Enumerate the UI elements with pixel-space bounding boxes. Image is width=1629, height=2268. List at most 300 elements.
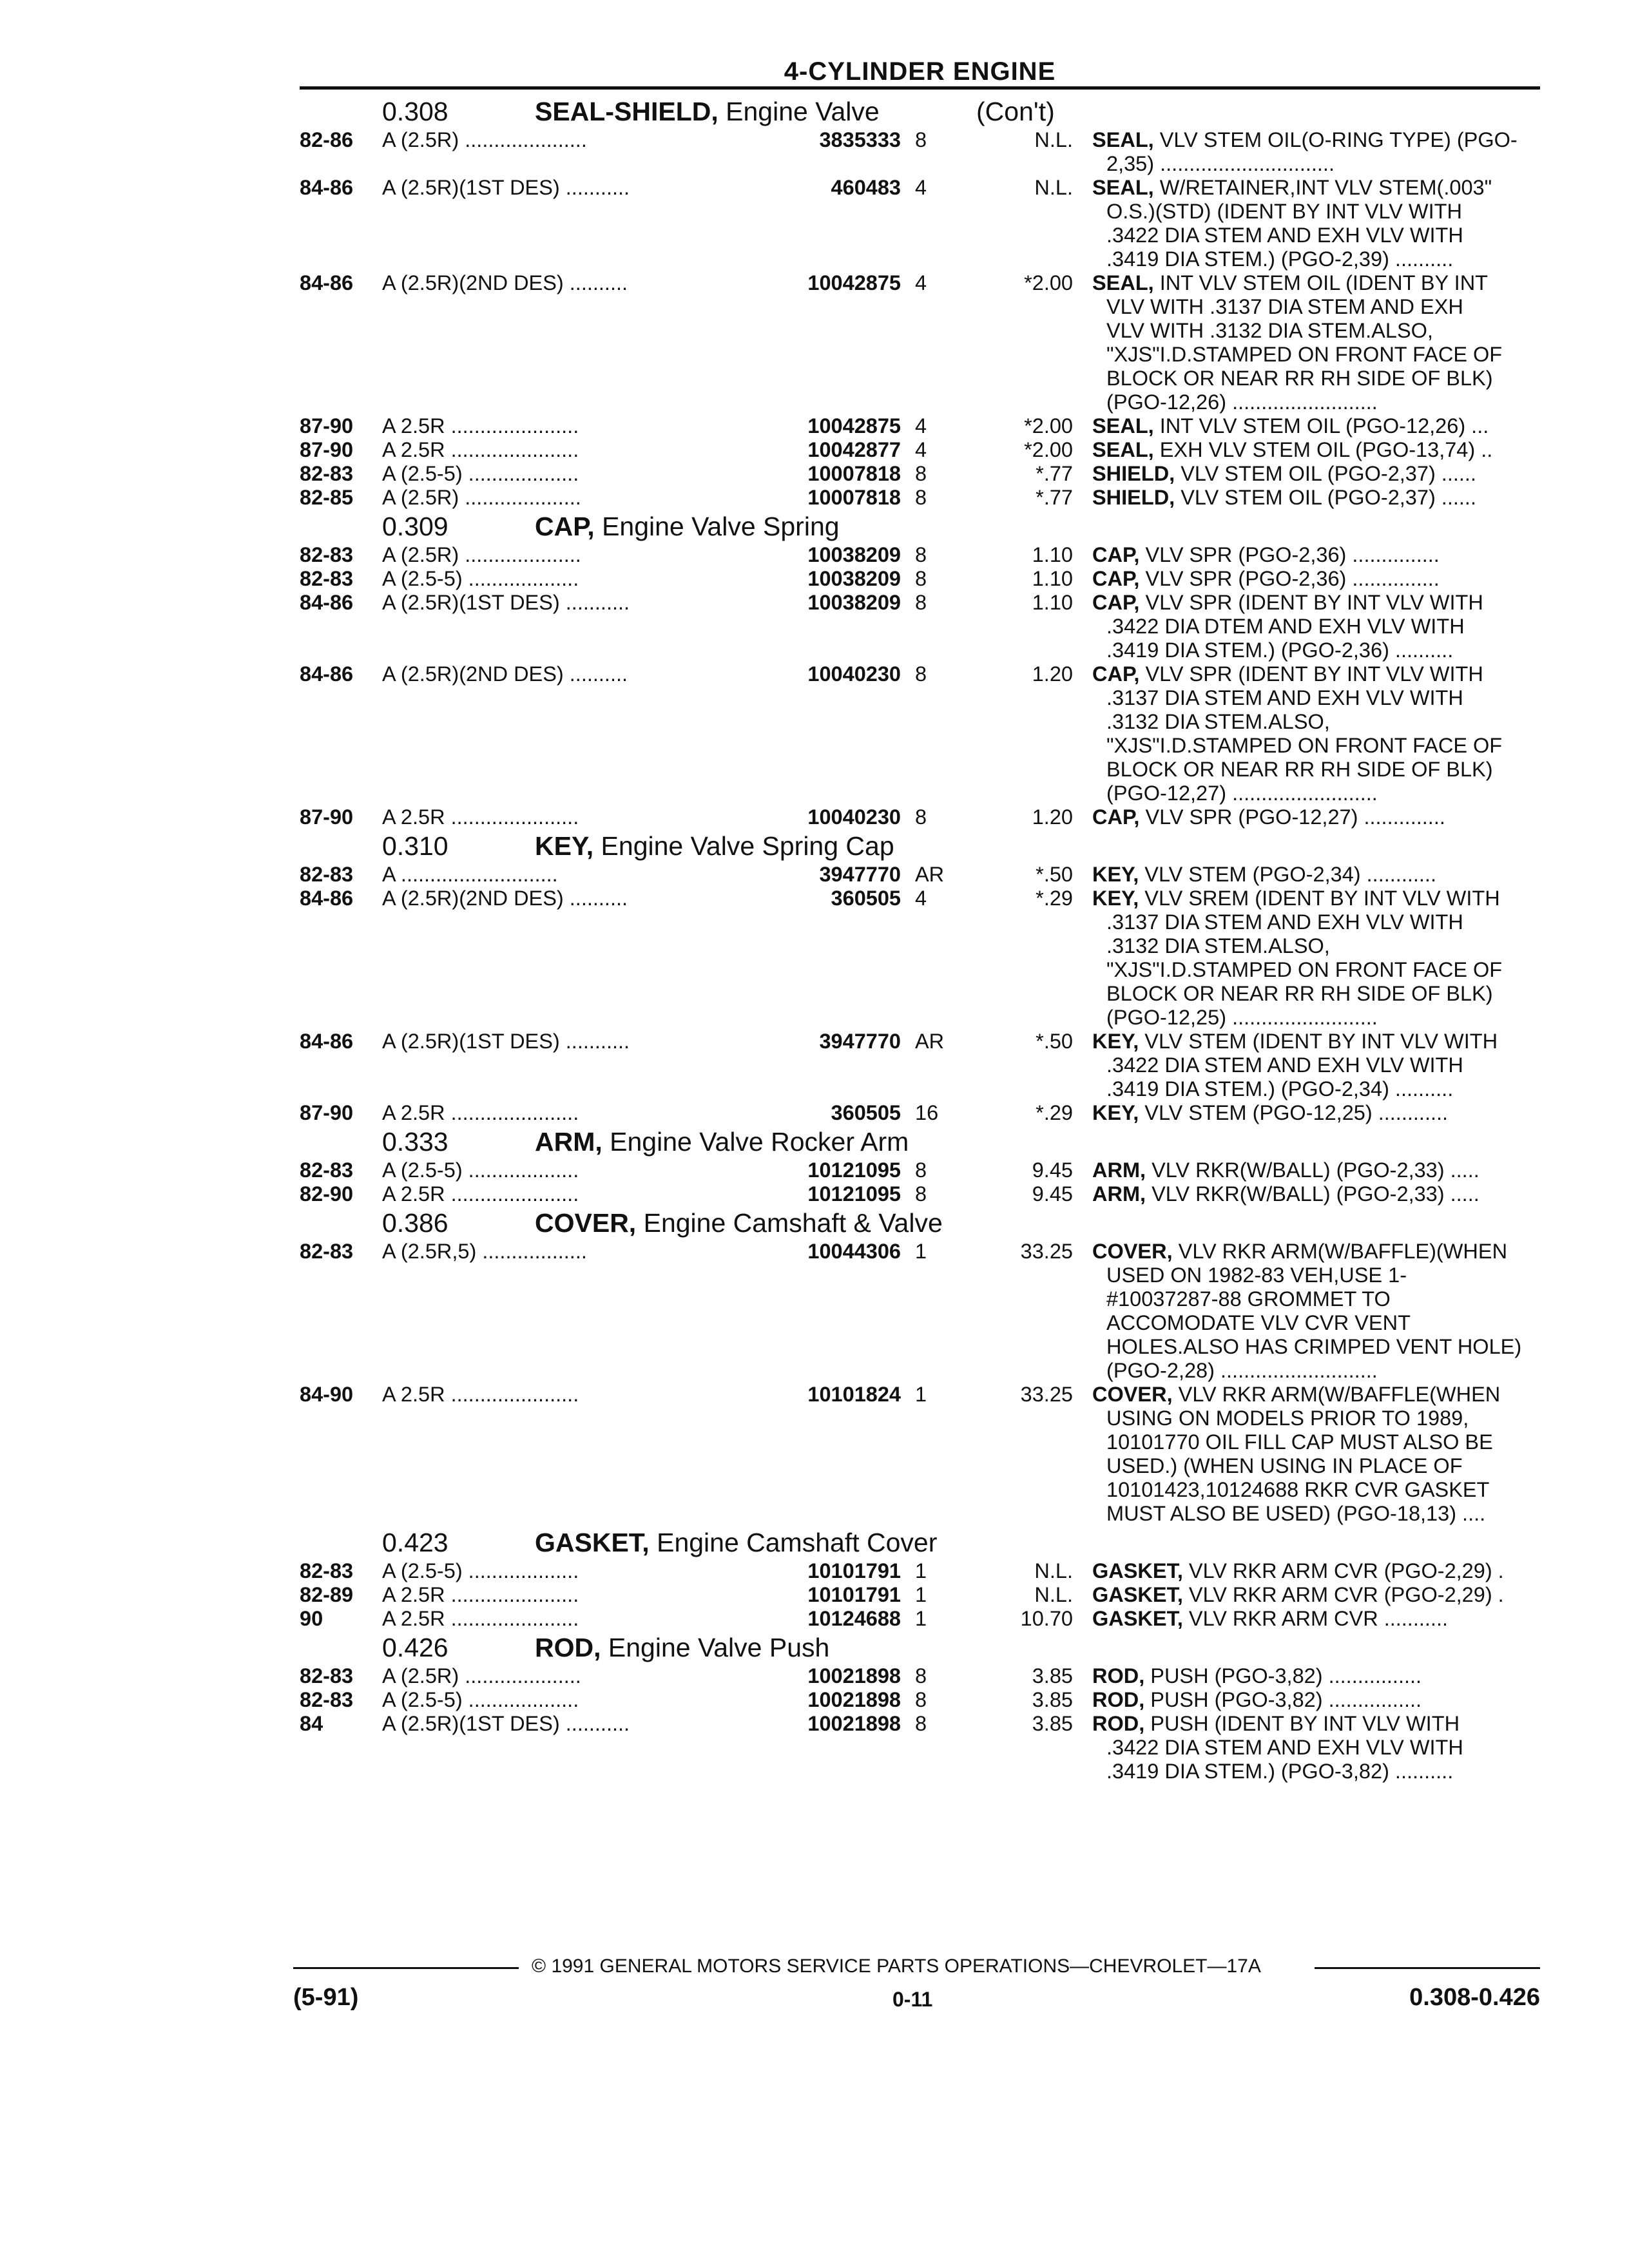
year-range: 84-86	[300, 176, 354, 199]
part-number: 10021898	[807, 1688, 901, 1711]
section-code: 0.386	[382, 1208, 448, 1238]
part-description	[1092, 887, 1540, 1030]
description-text: EXH VLV STEM OIL (PGO-13,74) ..	[1153, 438, 1493, 461]
description-text: .3419 DIA STEM.) (PGO-3,82) ..........	[1106, 1760, 1454, 1783]
price: *.29	[1036, 887, 1073, 910]
footer-rule-left	[293, 1967, 519, 1969]
price: 1.10	[1032, 543, 1073, 566]
price: *.29	[1036, 1101, 1073, 1124]
description-text: VLV WITH .3137 DIA STEM AND EXH	[1106, 295, 1463, 318]
description-line	[1092, 414, 1540, 438]
price: *.50	[1036, 863, 1073, 886]
description-text: (PGO-12,27) .........................	[1106, 782, 1378, 805]
description-line	[1092, 1359, 1540, 1383]
description-line	[1092, 1335, 1540, 1359]
parts-row	[300, 1240, 1540, 1383]
description-keyword: CAP,	[1092, 662, 1140, 686]
year-range: 84	[300, 1712, 323, 1735]
description-text: HOLES.ALSO HAS CRIMPED VENT HOLE)	[1106, 1335, 1522, 1358]
description-keyword: KEY,	[1092, 1101, 1139, 1124]
description-line	[1092, 367, 1540, 390]
year-range: 87-90	[300, 1101, 354, 1124]
year-range: 82-83	[300, 863, 354, 886]
part-number: 10121095	[807, 1182, 901, 1206]
description-line	[1092, 128, 1540, 152]
description-text: VLV RKR ARM CVR (PGO-2,29) .	[1182, 1583, 1504, 1606]
description-line	[1092, 1182, 1540, 1206]
description-line	[1092, 1383, 1540, 1407]
parts-row	[300, 1182, 1540, 1206]
part-description	[1092, 1583, 1540, 1607]
parts-catalog-page	[300, 57, 1540, 1783]
price: 33.25	[1020, 1240, 1073, 1263]
parts-row	[300, 1688, 1540, 1712]
page-header: 4-CYLINDER ENGINE	[784, 57, 1056, 86]
description-text: VLV RKR ARM CVR (PGO-2,29) .	[1182, 1559, 1504, 1582]
description-keyword: KEY,	[1092, 1030, 1139, 1053]
section-title-keyword: GASKET,	[535, 1528, 650, 1557]
year-range: 82-83	[300, 1559, 354, 1582]
model-spec: A (2.5R)(1ST DES) ...........	[382, 176, 630, 199]
section-heading	[300, 95, 1540, 128]
parts-row	[300, 1030, 1540, 1101]
description-text: MUST ALSO BE USED) (PGO-18,13) ....	[1106, 1502, 1486, 1525]
description-text: #10037287-88 GROMMET TO	[1106, 1287, 1391, 1311]
quantity: 8	[915, 805, 927, 829]
part-description	[1092, 438, 1540, 462]
part-description	[1092, 1240, 1540, 1383]
price: 3.85	[1032, 1688, 1073, 1711]
description-keyword: SEAL,	[1092, 271, 1154, 294]
description-text: "XJS"I.D.STAMPED ON FRONT FACE OF	[1106, 343, 1503, 366]
description-line	[1092, 224, 1540, 247]
description-text: BLOCK OR NEAR RR RH SIDE OF BLK)	[1106, 367, 1493, 390]
parts-row	[300, 1664, 1540, 1688]
description-text: PUSH (IDENT BY INT VLV WITH	[1144, 1712, 1460, 1735]
description-line	[1092, 1478, 1540, 1502]
description-line	[1092, 247, 1540, 271]
description-text: W/RETAINER,INT VLV STEM(.003"	[1153, 176, 1492, 199]
parts-row	[300, 1559, 1540, 1583]
description-line	[1092, 1454, 1540, 1478]
model-spec: A 2.5R ......................	[382, 414, 579, 437]
section-code: 0.426	[382, 1633, 448, 1662]
description-text: "XJS"I.D.STAMPED ON FRONT FACE OF	[1106, 958, 1503, 981]
section-title-keyword: COVER,	[535, 1208, 637, 1238]
footer-date: (5-91)	[293, 1984, 359, 2011]
parts-row	[300, 662, 1540, 805]
description-line	[1092, 343, 1540, 367]
part-number: 10038209	[807, 591, 901, 614]
price: 3.85	[1032, 1664, 1073, 1687]
part-description	[1092, 567, 1540, 591]
quantity: 1	[915, 1559, 927, 1582]
footer-page-number: 0-11	[892, 1988, 933, 2011]
description-keyword: GASKET,	[1092, 1559, 1183, 1582]
description-keyword: ROD,	[1092, 1712, 1145, 1735]
description-line	[1092, 662, 1540, 686]
section-title	[535, 95, 880, 128]
model-spec: A 2.5R ......................	[382, 1583, 579, 1606]
section-title-rest: Engine Valve Spring	[594, 512, 840, 541]
model-spec: A 2.5R ......................	[382, 1101, 579, 1124]
footer-section-range: 0.308-0.426	[1409, 1984, 1540, 2011]
description-line	[1092, 958, 1540, 982]
model-spec: A (2.5-5) ...................	[382, 1158, 579, 1182]
price: *2.00	[1024, 271, 1073, 294]
section-title-keyword: ROD,	[535, 1633, 601, 1662]
part-number: 10040230	[807, 662, 901, 686]
section-title	[535, 510, 840, 543]
description-line	[1092, 1607, 1540, 1631]
description-text: .3137 DIA STEM AND EXH VLV WITH	[1106, 686, 1463, 709]
part-number: 10007818	[807, 486, 901, 509]
description-keyword: CAP,	[1092, 543, 1140, 566]
part-number: 360505	[831, 887, 901, 910]
description-text: VLV RKR(W/BALL) (PGO-2,33) .....	[1146, 1182, 1480, 1206]
description-text: ACCOMODATE VLV CVR VENT	[1106, 1311, 1411, 1334]
part-number: 3947770	[819, 863, 901, 886]
description-text: .3422 DIA DTEM AND EXH VLV WITH	[1106, 615, 1465, 638]
parts-row	[300, 271, 1540, 414]
parts-row	[300, 486, 1540, 510]
year-range: 82-83	[300, 543, 354, 566]
description-text: VLV WITH .3132 DIA STEM.ALSO,	[1106, 319, 1433, 342]
description-line	[1092, 295, 1540, 319]
description-line	[1092, 805, 1540, 829]
year-range: 82-89	[300, 1583, 354, 1606]
part-number: 10042875	[807, 271, 901, 294]
header-rule	[300, 86, 1540, 90]
footer-copyright: © 1991 GENERAL MOTORS SERVICE PARTS OPERATIONS—CHEVROLET—17A	[532, 1956, 1261, 1977]
section-title-keyword: CAP,	[535, 512, 595, 541]
part-number: 10101791	[807, 1559, 901, 1582]
description-keyword: SHIELD,	[1092, 462, 1175, 485]
quantity: 1	[915, 1383, 927, 1406]
description-keyword: GASKET,	[1092, 1607, 1183, 1630]
part-description	[1092, 1688, 1540, 1712]
description-text: VLV RKR ARM(W/BAFFLE(WHEN	[1172, 1383, 1501, 1406]
parts-row	[300, 414, 1540, 438]
model-spec: A 2.5R ......................	[382, 438, 579, 461]
section-heading	[300, 1526, 1540, 1559]
description-line	[1092, 1264, 1540, 1287]
parts-row	[300, 1607, 1540, 1631]
description-line	[1092, 639, 1540, 662]
description-text: 10101423,10124688 RKR CVR GASKET	[1106, 1478, 1490, 1501]
quantity: 8	[915, 1158, 927, 1182]
description-text: (PGO-2,28) ...........................	[1106, 1359, 1378, 1382]
description-line	[1092, 543, 1540, 567]
part-description	[1092, 462, 1540, 486]
part-description	[1092, 1030, 1540, 1101]
section-title-keyword: SEAL-SHIELD,	[535, 97, 718, 126]
section-title-rest: Engine Valve Rocker Arm	[602, 1127, 909, 1157]
part-description	[1092, 863, 1540, 887]
section-title-rest: Engine Valve	[718, 97, 880, 126]
description-line	[1092, 982, 1540, 1006]
year-range: 84-86	[300, 887, 354, 910]
section-title	[535, 829, 894, 863]
description-line	[1092, 615, 1540, 639]
description-keyword: SEAL,	[1092, 438, 1154, 461]
description-line	[1092, 319, 1540, 343]
model-spec: A (2.5R) .....................	[382, 128, 587, 151]
parts-row	[300, 176, 1540, 271]
description-text: .3132 DIA STEM.ALSO,	[1106, 934, 1330, 957]
description-text: VLV SPR (PGO-2,36) ...............	[1139, 543, 1440, 566]
description-text: USED.) (WHEN USING IN PLACE OF	[1106, 1454, 1463, 1477]
description-keyword: COVER,	[1092, 1383, 1173, 1406]
model-spec: A (2.5R) ....................	[382, 543, 581, 566]
description-text: PUSH (PGO-3,82) ................	[1144, 1688, 1422, 1711]
price: *2.00	[1024, 438, 1073, 461]
part-description	[1092, 128, 1540, 176]
description-text: VLV STEM (PGO-2,34) ............	[1139, 863, 1436, 886]
quantity: 8	[915, 567, 927, 590]
part-number: 10042877	[807, 438, 901, 461]
description-line	[1092, 1502, 1540, 1526]
part-description	[1092, 1712, 1540, 1783]
quantity: 8	[915, 486, 927, 509]
description-text: USING ON MODELS PRIOR TO 1989,	[1106, 1407, 1469, 1430]
price: N.L.	[1034, 1583, 1073, 1606]
year-range: 82-83	[300, 1688, 354, 1711]
year-range: 84-86	[300, 271, 354, 294]
description-keyword: SEAL,	[1092, 176, 1154, 199]
description-line	[1092, 1664, 1540, 1688]
description-text: .3419 DIA STEM.) (PGO-2,39) ..........	[1106, 247, 1454, 271]
model-spec: A (2.5-5) ...................	[382, 1559, 579, 1582]
price: 1.10	[1032, 591, 1073, 614]
model-spec: A (2.5R)(2ND DES) ..........	[382, 271, 628, 294]
section-heading	[300, 1125, 1540, 1158]
description-line	[1092, 176, 1540, 200]
quantity: 8	[915, 462, 927, 485]
description-text: VLV SPR (IDENT BY INT VLV WITH	[1139, 591, 1483, 614]
section-code: 0.333	[382, 1127, 448, 1157]
description-text: INT VLV STEM OIL (PGO-12,26) ...	[1153, 414, 1489, 437]
description-line	[1092, 591, 1540, 615]
part-number: 360505	[831, 1101, 901, 1124]
model-spec: A (2.5R)(2ND DES) ..........	[382, 662, 628, 686]
section-continued: (Con't)	[976, 97, 1055, 126]
section-title	[535, 1631, 829, 1664]
parts-row	[300, 543, 1540, 567]
section-title-rest: Engine Camshaft Cover	[649, 1528, 938, 1557]
quantity: 1	[915, 1607, 927, 1630]
model-spec: A ...........................	[382, 863, 558, 886]
part-description	[1092, 1559, 1540, 1583]
quantity: 4	[915, 438, 927, 461]
description-line	[1092, 1240, 1540, 1264]
description-text: .3422 DIA STEM AND EXH VLV WITH	[1106, 1053, 1463, 1077]
description-line	[1092, 1006, 1540, 1030]
year-range: 84-86	[300, 662, 354, 686]
part-number: 10040230	[807, 805, 901, 829]
description-text: O.S.)(STD) (IDENT BY INT VLV WITH	[1106, 200, 1462, 223]
price: 1.10	[1032, 567, 1073, 590]
model-spec: A (2.5R) ....................	[382, 486, 581, 509]
description-keyword: SEAL,	[1092, 414, 1154, 437]
part-number: 3835333	[819, 128, 901, 151]
year-range: 82-86	[300, 128, 354, 151]
description-line	[1092, 1430, 1540, 1454]
price: N.L.	[1034, 128, 1073, 151]
part-description	[1092, 805, 1540, 829]
description-line	[1092, 1030, 1540, 1053]
quantity: 8	[915, 1664, 927, 1687]
description-line	[1092, 758, 1540, 782]
description-text: .3422 DIA STEM AND EXH VLV WITH	[1106, 1736, 1463, 1759]
description-text: VLV RKR(W/BALL) (PGO-2,33) .....	[1146, 1158, 1480, 1182]
parts-row	[300, 128, 1540, 176]
description-text: 10101770 OIL FILL CAP MUST ALSO BE	[1106, 1430, 1493, 1454]
description-line	[1092, 887, 1540, 910]
description-line	[1092, 934, 1540, 958]
quantity: 16	[915, 1101, 939, 1124]
description-text: VLV STEM OIL (PGO-2,37) ......	[1175, 486, 1476, 509]
price: 1.20	[1032, 662, 1073, 686]
year-range: 82-83	[300, 462, 354, 485]
description-text: VLV SPR (PGO-2,36) ...............	[1139, 567, 1440, 590]
description-text: BLOCK OR NEAR RR RH SIDE OF BLK)	[1106, 758, 1493, 781]
part-description	[1092, 1607, 1540, 1631]
quantity: 1	[915, 1240, 927, 1263]
year-range: 87-90	[300, 414, 354, 437]
part-number: 3947770	[819, 1030, 901, 1053]
description-line	[1092, 1712, 1540, 1736]
part-number: 10021898	[807, 1664, 901, 1687]
model-spec: A (2.5R)(1ST DES) ...........	[382, 1030, 630, 1053]
description-line	[1092, 486, 1540, 510]
price: *.77	[1036, 462, 1073, 485]
quantity: 8	[915, 591, 927, 614]
model-spec: A 2.5R ......................	[382, 1182, 579, 1206]
model-spec: A (2.5R)(1ST DES) ...........	[382, 591, 630, 614]
description-text: VLV RKR ARM(W/BAFFLE)(WHEN	[1172, 1240, 1508, 1263]
quantity: AR	[915, 863, 945, 886]
description-line	[1092, 1407, 1540, 1430]
part-number: 10124688	[807, 1607, 901, 1630]
part-description	[1092, 1101, 1540, 1125]
parts-row	[300, 1383, 1540, 1526]
year-range: 82-85	[300, 486, 354, 509]
part-number: 10021898	[807, 1712, 901, 1735]
model-spec: A (2.5-5) ...................	[382, 462, 579, 485]
model-spec: A (2.5R,5) ..................	[382, 1240, 587, 1263]
parts-row	[300, 1583, 1540, 1607]
description-line	[1092, 710, 1540, 734]
year-range: 82-83	[300, 1240, 354, 1263]
description-keyword: ARM,	[1092, 1158, 1146, 1182]
description-line	[1092, 152, 1540, 176]
year-range: 87-90	[300, 438, 354, 461]
quantity: 8	[915, 543, 927, 566]
parts-row	[300, 462, 1540, 486]
price: 3.85	[1032, 1712, 1073, 1735]
description-keyword: CAP,	[1092, 567, 1140, 590]
description-line	[1092, 1559, 1540, 1583]
price: 33.25	[1020, 1383, 1073, 1406]
description-text: VLV STEM OIL(O-RING TYPE) (PGO-	[1153, 128, 1518, 151]
description-keyword: COVER,	[1092, 1240, 1173, 1263]
description-keyword: KEY,	[1092, 887, 1139, 910]
price: 9.45	[1032, 1182, 1073, 1206]
model-spec: A 2.5R ......................	[382, 1607, 579, 1630]
section-title-rest: Engine Valve Push	[601, 1633, 830, 1662]
quantity: 4	[915, 887, 927, 910]
description-line	[1092, 390, 1540, 414]
part-description	[1092, 271, 1540, 414]
description-line	[1092, 782, 1540, 805]
description-keyword: ARM,	[1092, 1182, 1146, 1206]
description-text: INT VLV STEM OIL (IDENT BY INT	[1153, 271, 1489, 294]
quantity: 4	[915, 176, 927, 199]
quantity: 8	[915, 1182, 927, 1206]
description-line	[1092, 567, 1540, 591]
description-text: VLV STEM OIL (PGO-2,37) ......	[1175, 462, 1476, 485]
part-description	[1092, 591, 1540, 662]
part-number: 10101791	[807, 1583, 901, 1606]
part-number: 460483	[831, 176, 901, 199]
price: *.77	[1036, 486, 1073, 509]
section-heading	[300, 829, 1540, 863]
section-heading	[300, 1206, 1540, 1240]
quantity: AR	[915, 1030, 945, 1053]
quantity: 8	[915, 1688, 927, 1711]
section-code: 0.423	[382, 1528, 448, 1557]
section-code: 0.308	[382, 97, 448, 126]
year-range: 82-83	[300, 1664, 354, 1687]
quantity: 8	[915, 662, 927, 686]
year-range: 84-86	[300, 591, 354, 614]
section-heading	[300, 1631, 1540, 1664]
model-spec: A 2.5R ......................	[382, 805, 579, 829]
section-title-rest: Engine Valve Spring Cap	[593, 831, 894, 861]
description-keyword: ROD,	[1092, 1664, 1145, 1687]
description-keyword: ROD,	[1092, 1688, 1145, 1711]
price: 10.70	[1020, 1607, 1073, 1630]
section-code: 0.309	[382, 512, 448, 541]
part-description	[1092, 1664, 1540, 1688]
description-text: .3422 DIA STEM AND EXH VLV WITH	[1106, 224, 1463, 247]
description-line	[1092, 734, 1540, 758]
description-keyword: CAP,	[1092, 591, 1140, 614]
part-description	[1092, 176, 1540, 271]
year-range: 84-90	[300, 1383, 354, 1406]
description-line	[1092, 462, 1540, 486]
price: 1.20	[1032, 805, 1073, 829]
description-line	[1092, 1311, 1540, 1335]
description-line	[1092, 438, 1540, 462]
description-text: .3419 DIA STEM.) (PGO-2,36) ..........	[1106, 639, 1454, 662]
price: N.L.	[1034, 1559, 1073, 1582]
section-title-keyword: ARM,	[535, 1127, 602, 1157]
footer-rule-right	[1315, 1967, 1540, 1969]
parts-row	[300, 863, 1540, 887]
part-number: 10038209	[807, 543, 901, 566]
description-text: .3132 DIA STEM.ALSO,	[1106, 710, 1330, 733]
section-title	[535, 1125, 909, 1158]
description-text: VLV SPR (IDENT BY INT VLV WITH	[1139, 662, 1483, 686]
part-number: 10038209	[807, 567, 901, 590]
description-line	[1092, 686, 1540, 710]
part-number: 10007818	[807, 462, 901, 485]
description-line	[1092, 1053, 1540, 1077]
description-line	[1092, 1736, 1540, 1760]
description-text: VLV SREM (IDENT BY INT VLV WITH	[1139, 887, 1500, 910]
